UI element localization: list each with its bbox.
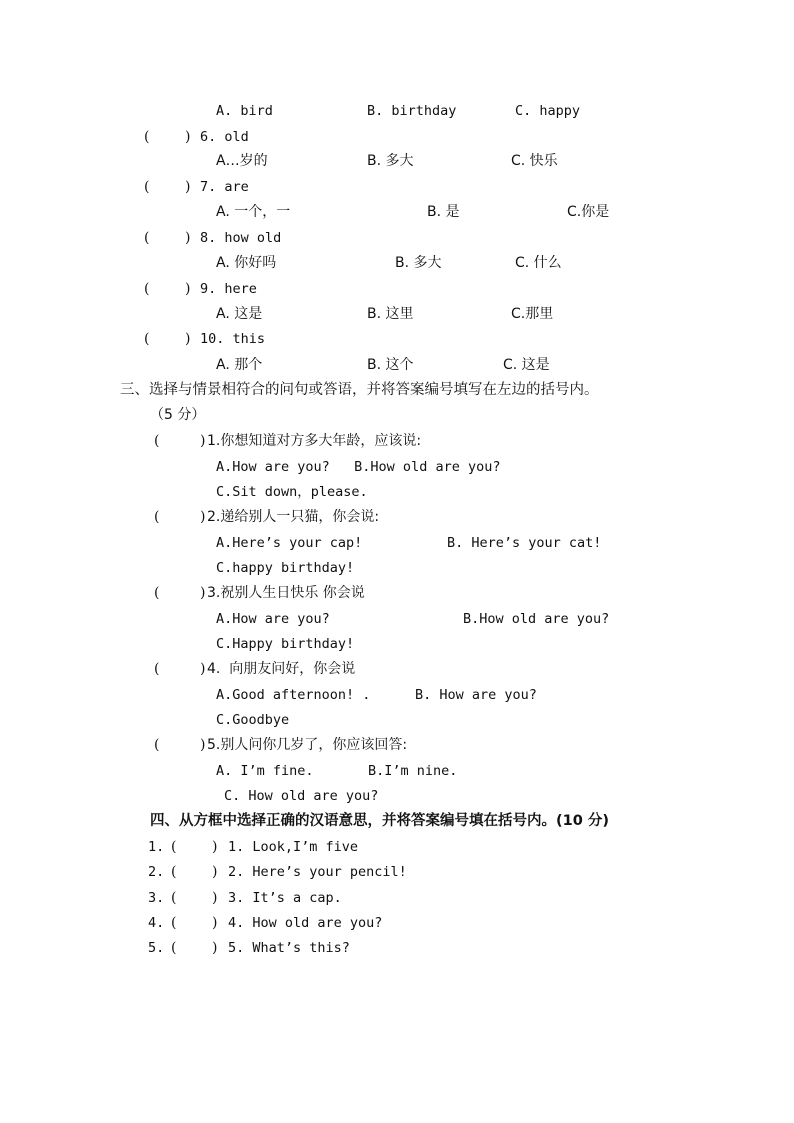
p3-q5-option-c: C. How old are you? (224, 788, 379, 804)
p3-q1-options-ab: A.How are you? B.How old are you? (216, 459, 501, 475)
p4-item-number: 3. (148, 890, 165, 906)
answer-paren-close: ) (212, 890, 218, 906)
q10-option-c: C. 这是 (503, 357, 550, 373)
q10-stem: 10. this (200, 331, 266, 347)
q5-option-a: A. bird (216, 103, 273, 119)
p4-item-number: 1. (148, 839, 165, 855)
q6-option-a: A…岁的 (216, 153, 268, 169)
answer-paren-open: ( (154, 509, 160, 525)
q10-option-b: B. 这个 (367, 357, 414, 373)
p4-item-text: 4. How old are you? (228, 915, 383, 931)
q8-option-a: A. 你好吗 (216, 255, 277, 271)
answer-paren-close: ) (185, 281, 191, 297)
answer-paren-close: ) (212, 864, 218, 880)
answer-paren-open: ( (154, 661, 160, 677)
p3-q3-stem: 3.祝别人生日快乐 你会说 (207, 585, 365, 601)
q9-option-b: B. 这里 (367, 306, 414, 322)
answer-paren-close: ) (200, 737, 206, 753)
answer-paren-open: ( (171, 890, 177, 906)
q10-option-a: A. 那个 (216, 357, 263, 373)
answer-paren-open: ( (154, 585, 160, 601)
p3-q4-option-a: A.Good afternoon! . (216, 687, 371, 703)
answer-paren-close: ) (212, 839, 218, 855)
q5-option-c: C. happy (515, 103, 581, 119)
p3-q5-option-b: B.I’m nine. (368, 763, 458, 779)
p3-q3-option-b: B.How old are you? (463, 611, 610, 627)
p4-item-number: 4. (148, 915, 165, 931)
answer-paren-open: ( (144, 230, 150, 246)
q9-stem: 9. here (200, 281, 257, 297)
q7-option-c: C.你是 (567, 204, 610, 220)
answer-paren-open: ( (171, 940, 177, 956)
q9-option-c: C.那里 (511, 306, 554, 322)
q6-stem: 6. old (200, 129, 249, 145)
answer-paren-open: ( (144, 331, 150, 347)
answer-paren-open: ( (154, 433, 160, 449)
q7-option-b: B. 是 (427, 204, 460, 220)
answer-paren-close: ) (200, 661, 206, 677)
p4-item-text: 1. Look,I’m five (228, 839, 359, 855)
part3-points: （5 分） (150, 407, 206, 423)
p3-q5-option-a: A. I’m fine. (216, 763, 314, 779)
answer-paren-open: ( (144, 129, 150, 145)
p4-item-number: 5. (148, 940, 165, 956)
p3-q2-option-b: B. Here’s your cat! (447, 535, 602, 551)
q7-stem: 7. are (200, 179, 249, 195)
answer-paren-close: ) (212, 915, 218, 931)
q8-option-b: B. 多大 (395, 255, 442, 271)
p3-q2-option-a: A.Here’s your cap! (216, 535, 363, 551)
answer-paren-close: ) (200, 585, 206, 601)
q8-stem: 8. how old (200, 230, 282, 246)
q6-option-b: B. 多大 (367, 153, 414, 169)
answer-paren-open: ( (171, 839, 177, 855)
q8-option-c: C. 什么 (515, 255, 562, 271)
answer-paren-close: ) (212, 940, 218, 956)
p3-q1-stem: 1.你想知道对方多大年龄，应该说: (207, 433, 422, 449)
p3-q3-option-a: A.How are you? (216, 611, 330, 627)
answer-paren-open: ( (154, 737, 160, 753)
p3-q5-stem: 5.别人问你几岁了，你应该回答: (207, 737, 408, 753)
part4-heading: 四、从方框中选择正确的汉语意思，并将答案编号填在括号内。(10 分) (150, 813, 609, 829)
q9-option-a: A. 这是 (216, 306, 263, 322)
answer-paren-close: ) (185, 129, 191, 145)
p3-q4-option-c: C.Goodbye (216, 712, 290, 728)
p3-q3-option-c: C.Happy birthday! (216, 636, 355, 652)
q7-option-a: A. 一个，一 (216, 204, 291, 220)
q6-option-c: C. 快乐 (511, 153, 558, 169)
answer-paren-open: ( (144, 179, 150, 195)
answer-paren-open: ( (144, 281, 150, 297)
p3-q4-option-b: B. How are you? (415, 687, 537, 703)
answer-paren-close: ) (200, 509, 206, 525)
p4-item-number: 2. (148, 864, 165, 880)
p3-q2-stem: 2.递给别人一只猫，你会说: (207, 509, 380, 525)
p3-q2-option-c: C.happy birthday! (216, 560, 355, 576)
answer-paren-close: ) (185, 230, 191, 246)
q5-option-b: B. birthday (367, 103, 457, 119)
p4-item-text: 2. Here’s your pencil! (228, 864, 407, 880)
answer-paren-open: ( (171, 864, 177, 880)
answer-paren-open: ( (171, 915, 177, 931)
p4-item-text: 3. It’s a cap. (228, 890, 342, 906)
p4-item-text: 5. What’s this? (228, 940, 350, 956)
p3-q1-option-c: C.Sit down，please. (216, 484, 368, 500)
p3-q4-stem: 4. 向朋友问好，你会说 (207, 661, 356, 677)
part3-heading: 三、选择与情景相符合的问句或答语，并将答案编号填写在左边的括号内。 (120, 382, 599, 398)
answer-paren-close: ) (185, 331, 191, 347)
answer-paren-close: ) (200, 433, 206, 449)
answer-paren-close: ) (185, 179, 191, 195)
